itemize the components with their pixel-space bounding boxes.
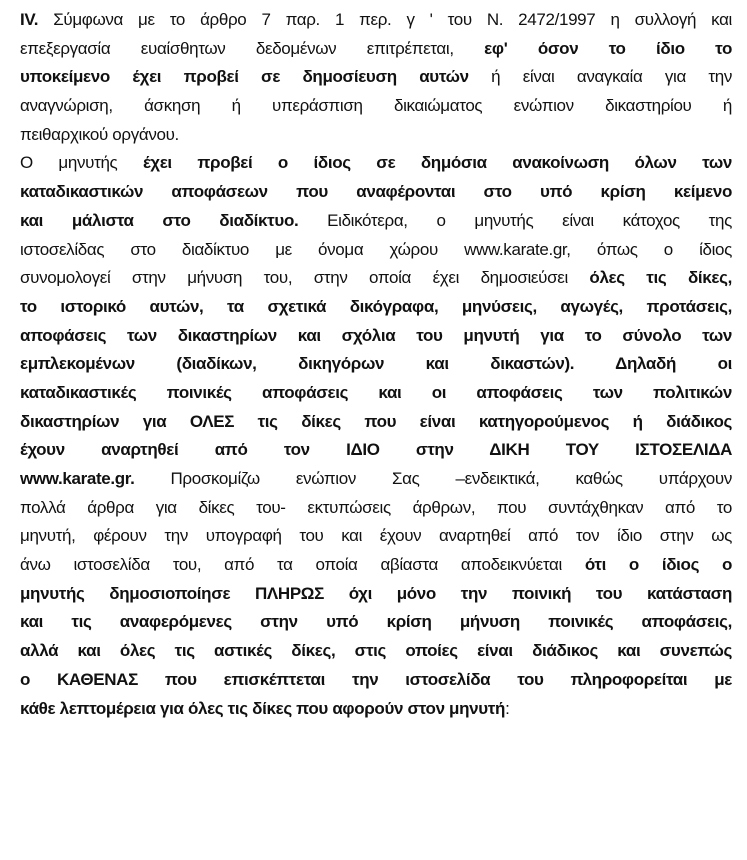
- text-run: ιστοσελίδας στο διαδίκτυο με όνομα χώρου www.karate.gr, όπως ο ίδιος: [20, 239, 732, 259]
- text-run: Ειδικότερα, ο μηνυτής είναι κάτοχος της: [298, 210, 732, 230]
- text-line: [20, 293, 732, 322]
- bold-text-run: έχει προβεί ο ίδιος σε δημόσια ανακοίνωση όλων των: [142, 153, 732, 173]
- text-line: [20, 92, 732, 121]
- text-run: Προσκομίζω ενώπιον Σας –ενδεικτικά, καθώς υπάρχουν: [134, 469, 732, 488]
- bold-text-run: αποφάσεις των δικαστηρίων και σχόλια του μηνυτή για το σύνολο των: [20, 325, 732, 345]
- text-line: [20, 264, 732, 293]
- paragraph-1: [20, 6, 732, 149]
- text-line: [20, 63, 732, 92]
- text-line: [20, 207, 732, 236]
- bold-text-run: εμπλεκομένων (διαδίκων, δικηγόρων και δικαστών). Δηλαδή οι: [20, 354, 732, 374]
- text-run: πειθαρχικού οργάνου.: [20, 124, 179, 144]
- text-line: [20, 379, 732, 408]
- text-line: [20, 666, 732, 695]
- bold-text-run: ο ΚΑΘΕΝΑΣ που επισκέπτεται την ιστοσελίδα του πληροφορείται με: [20, 669, 732, 689]
- bold-text-run: και μάλιστα στο διαδίκτυο.: [20, 210, 299, 230]
- text-run: αναγνώριση, άσκηση ή υπεράσπιση δικαιώματος ενώπιον δικαστηρίου ή: [20, 96, 732, 116]
- text-line: [20, 236, 732, 265]
- bold-text-run: όλες τις δίκες,: [589, 268, 732, 288]
- text-line: [20, 149, 732, 178]
- bold-text-run: καταδικαστικών αποφάσεων που αναφέρονται στο υπό κρίση κείμενο: [20, 182, 732, 202]
- bold-text-run: κάθε λεπτομέρεια για όλες τις δίκες που αφορούν στον μηνυτή: [20, 698, 506, 718]
- bold-text-run: έχουν αναρτηθεί από τον ΙΔΙΟ στην ΔΙΚΗ ΤΟΥ ΙΣΤΟΣΕΛΙΔΑ: [20, 440, 732, 460]
- text-run: πολλά άρθρα για δίκες του- εκτυπώσεις άρθρων, που συντάχθηκαν από το: [20, 497, 732, 517]
- text-run: μηνυτή, φέρουν την υπογραφή του και έχουν αναρτηθεί από τον ίδιο στην ως: [20, 526, 732, 546]
- text-run: Ο μηνυτής: [20, 153, 143, 173]
- bold-text-run: μηνυτής δημοσιοποίησε ΠΛΗΡΩΣ όχι μόνο την ποινική του κατάσταση: [20, 583, 732, 603]
- text-line: [20, 522, 732, 551]
- bold-text-run: IV.: [20, 10, 39, 29]
- paragraph-2: [20, 149, 732, 723]
- bold-text-run: ότι ο ίδιος ο: [584, 555, 732, 575]
- bold-text-run: εφ' όσον το ίδιο το: [484, 38, 732, 58]
- bold-text-run: δικαστηρίων για ΟΛΕΣ τις δίκες που είναι κατηγορούμενος ή διάδικος: [20, 411, 732, 431]
- text-line: [20, 465, 732, 494]
- text-run: επεξεργασία ευαίσθητων δεδομένων επιτρέπεται,: [20, 38, 485, 58]
- text-line: [20, 637, 732, 666]
- bold-text-run: το ιστορικό αυτών, τα σχετικά δικόγραφα, μηνύσεις, αγωγές, προτάσεις,: [20, 296, 732, 316]
- text-line: [20, 350, 732, 379]
- text-line: [20, 580, 732, 609]
- text-line: [20, 6, 732, 35]
- text-run: ή είναι αναγκαία για την: [468, 67, 732, 87]
- text-run: άνω ιστοσελίδα του, από τα οποία αβίαστα αποδεικνύεται: [20, 555, 585, 575]
- text-line: [20, 551, 732, 580]
- text-line: [20, 436, 732, 465]
- document-page: [20, 6, 732, 723]
- text-run: συνομολογεί στην μήνυση του, στην οποία έχει δημοσιεύσει: [20, 268, 590, 288]
- text-line: [20, 121, 732, 150]
- bold-text-run: αλλά και όλες τις αστικές δίκες, στις οποίες είναι διάδικος και συνεπώς: [20, 641, 732, 661]
- text-run: :: [505, 698, 510, 718]
- text-line: [20, 322, 732, 351]
- bold-text-run: υποκείμενο έχει προβεί σε δημοσίευση αυτών: [20, 67, 469, 87]
- text-line: [20, 695, 732, 724]
- text-line: [20, 178, 732, 207]
- bold-text-run: καταδικαστικές ποινικές αποφάσεις και οι αποφάσεις των πολιτικών: [20, 382, 732, 402]
- text-line: [20, 35, 732, 64]
- bold-text-run: www.karate.gr.: [20, 469, 135, 488]
- text-line: [20, 494, 732, 523]
- text-line: [20, 608, 732, 637]
- text-run: Σύμφωνα με το άρθρο 7 παρ. 1 περ. γ ' του Ν. 2472/1997 η συλλογή και: [38, 10, 732, 29]
- bold-text-run: και τις αναφερόμενες στην υπό κρίση μήνυση ποινικές αποφάσεις,: [20, 612, 732, 632]
- text-line: [20, 408, 732, 437]
